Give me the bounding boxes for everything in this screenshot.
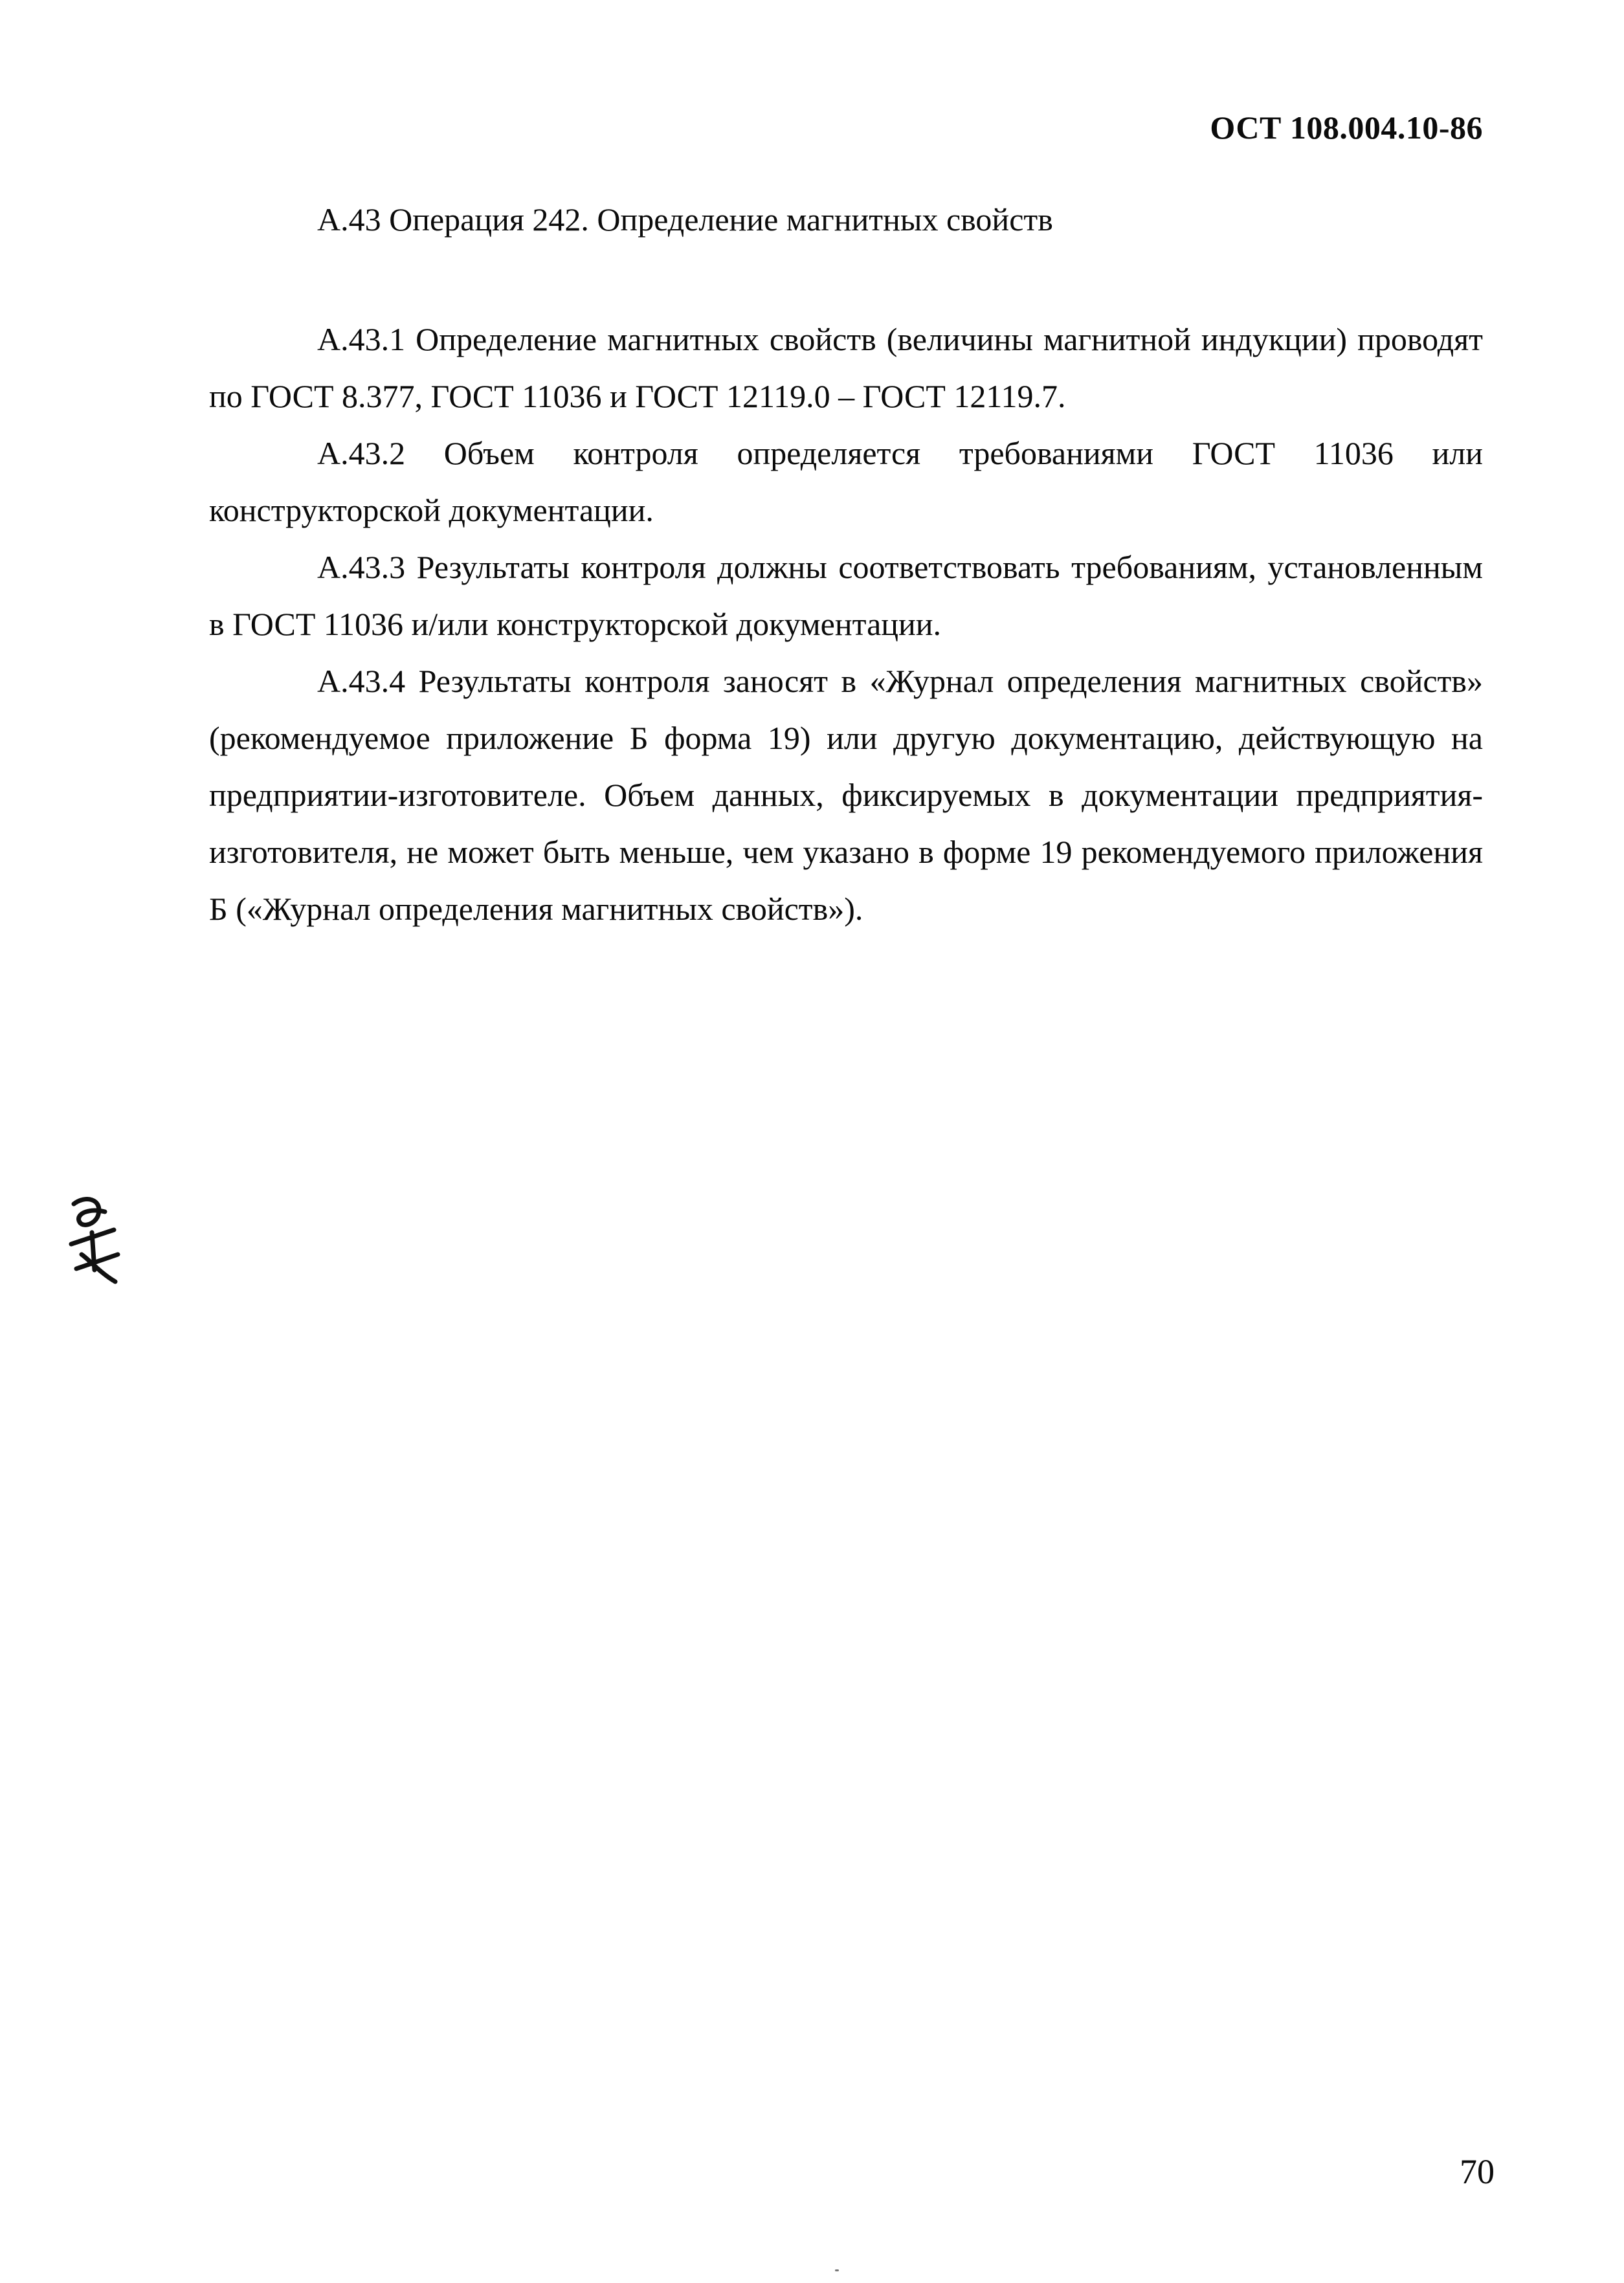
paragraph-a43-2: А.43.2 Объем контроля определяется требованиями ГОСТ 11036 или конструкторской документации. [209, 435, 1483, 528]
paragraph-a43-4: А.43.4 Результаты контроля заносят в «Журнал определения магнитных свойств» (рекомендуемое приложение Б форма 19) или другую документацию, действующую на предприятии-изготовителе. Объем данных, фиксируемых в документации предприятия-изготовителя, не может быть меньше, чем указано в форме 19 рекомендуемого приложения Б («Журнал определения магнитных свойств»). [209, 663, 1483, 927]
document-code: ОСТ 108.004.10-86 [1210, 109, 1483, 146]
page-number: 70 [1460, 2152, 1495, 2191]
paragraph-a43-3: А.43.3 Результаты контроля должны соответствовать требованиям, установленным в ГОСТ 11036 и/или конструкторской документации. [209, 549, 1483, 642]
paragraph-a43-1: А.43.1 Определение магнитных свойств (величины магнитной индукции) проводят по ГОСТ 8.377, ГОСТ 11036 и ГОСТ 12119.0 – ГОСТ 12119.7. [209, 321, 1483, 414]
section-heading: А.43 Операция 242. Определение магнитных свойств [317, 201, 1053, 238]
handwritten-signature-icon [60, 1192, 129, 1288]
body-text [209, 311, 1483, 937]
scan-speck [835, 2269, 839, 2271]
